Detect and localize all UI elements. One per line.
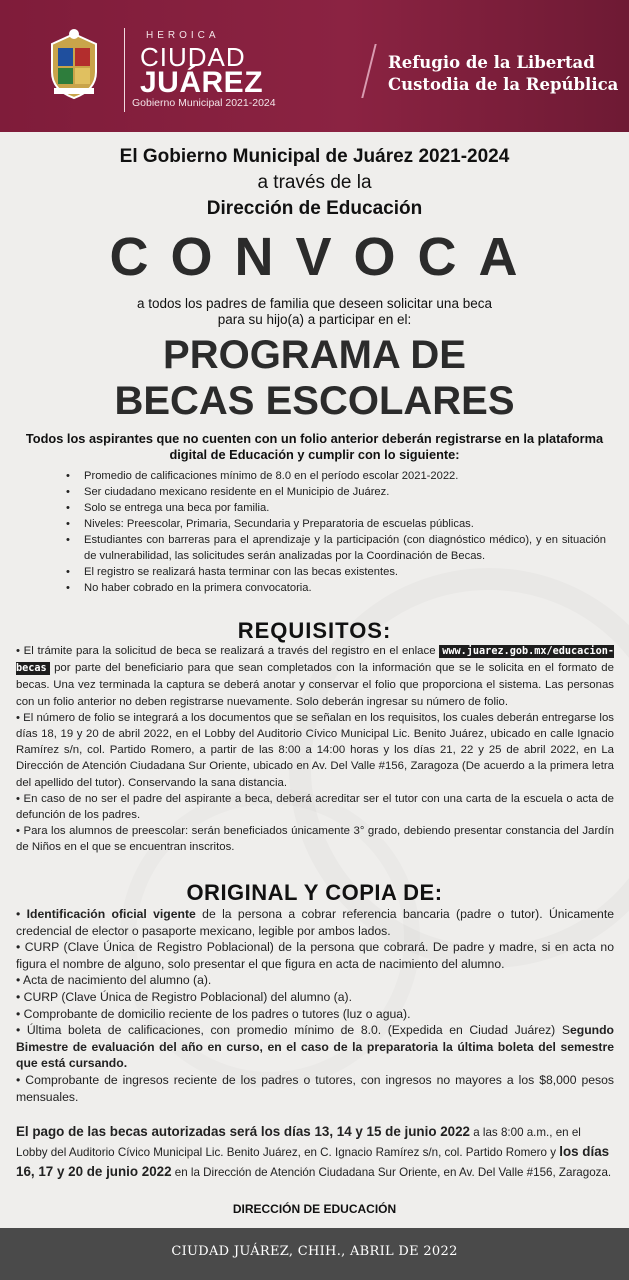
original-item-6-a: • Última boleta de calificaciones, con promedio mínimo de 8.0. (Expedida en Ciudad Juárez) S (16, 1023, 570, 1038)
list-item: • Ser ciudadano mexicano residente en el Municipio de Juárez. (66, 484, 606, 500)
signature-direccion: DIRECCIÓN DE EDUCACIÓN (232, 1202, 397, 1216)
original-item-4: • CURP (Clave Única de Registro Poblacional) del alumno (a). (16, 989, 352, 1004)
coat-of-arms-logo (44, 28, 104, 102)
heroica-text: HEROICA (146, 30, 220, 41)
requisitos-p1-b: por parte del beneficiario para que sean completados con la información que se le solicita en el formato de becas. Una vez terminada la captura se deberá anotar y conservar el folio que proporciona el sistema. Las personas con un folio anterior no deben registrarse nuevamente. Solo deberán ingresar su número de folio. (16, 662, 614, 708)
payment-text-1: a las 8:00 a.m., en el Lobby del Auditorio Cívico Municipal Lic. Benito Juárez, en C. Ignacio Ramírez s/n, col. Partido Romero y (16, 1126, 581, 1159)
juarez-text: JUÁREZ (140, 66, 264, 99)
list-item: • Promedio de calificaciones mínimo de 8.0 en el período escolar 2021-2022. (66, 468, 606, 484)
original-item-6 (16, 1022, 614, 1072)
requisitos-paragraph-1 (16, 643, 614, 710)
header-motto (388, 52, 618, 96)
original-item-1: • Identificación oficial vigente de la persona a cobrar referencia bancaria (padre o tutor). Únicamente credencial de elector o pasaporte mexicano, legible por ambos lados. (16, 907, 615, 938)
motto-line-1: Refugio de la Libertad (388, 53, 595, 72)
eligibility-list (66, 468, 606, 596)
heading-convoca: CONVOCA (109, 227, 540, 287)
list-item: • Niveles: Preescolar, Primaria, Secundaria y Preparatoria de escuelas públicas. (66, 516, 606, 532)
announcement-body (0, 132, 629, 1228)
payment-text-2: en la Dirección de Atención Ciudadana Sur Oriente, en Av. Del Valle #156, Zaragoza. (171, 1166, 612, 1179)
heading-direccion: Dirección de Educación (206, 198, 423, 219)
list-item: • El registro se realizará hasta terminar con las becas existentes. (66, 564, 606, 580)
original-item-2: • CURP (Clave Única de Registro Poblacional) de la persona que cobrará. De padre y madre, si en acta no figura el nombre de alguno, solo presentar el que figura en acta de nacimiento del alumno. (16, 940, 614, 971)
original-item-1-bold: Identificación oficial vigente (26, 907, 196, 921)
program-title-line-2: BECAS ESCOLARES (114, 379, 515, 423)
list-item: • Solo se entrega una beca por familia. (66, 500, 606, 516)
list-item: • Estudiantes con barreras para el aprendizaje y la participación (con diagnóstico médico), y en situación de vulnerabilidad, las solicitudes serán analizadas por la Coordinación de Becas. (66, 532, 606, 564)
heading-original-copia: ORIGINAL Y COPIA DE: (186, 880, 443, 905)
header-banner (0, 0, 629, 132)
requisitos-p1-a: • El trámite para la solicitud de beca se realizará a través del registro en el enlace (16, 645, 436, 657)
list-item: • No haber cobrado en la primera convocatoria. (66, 580, 606, 596)
becas-link[interactable]: www.juarez.gob.mx/educacion-becas (16, 646, 614, 675)
payment-dates-1: El pago de las becas autorizadas será los días 13, 14 y 15 de junio 2022 (16, 1124, 471, 1139)
invitation-line-2: para su hijo(a) a participar en el: (217, 312, 412, 327)
payment-text (16, 1122, 614, 1182)
invitation-text (0, 296, 629, 328)
original-item-7: • Comprobante de ingresos reciente de los padres o tutores, con ingresos no mayores a los $8,000 pesos mensuales. (16, 1072, 614, 1104)
payment-dates-2: los días 16, 17 y 20 de junio 2022 (16, 1144, 610, 1179)
heading-requisitos: REQUISITOS: (237, 618, 392, 643)
footer-bar (0, 1228, 629, 1280)
program-title (0, 332, 629, 424)
original-copia-text (16, 906, 614, 1105)
original-item-6-bold: egundo Bimestre de evaluación del año en curso, en el caso de la preparatoria la última boleta del semestre que está cursando. (16, 1023, 614, 1071)
header-divider (124, 28, 125, 112)
original-item-3: • Acta de nacimiento del alumno (a). (16, 973, 212, 988)
ciudad-text: CIUDAD (140, 42, 246, 72)
requisitos-paragraph-3: • En caso de no ser el padre del aspirante a beca, deberá acreditar ser el tutor con una carta de la escuela o acta de defunción de los padres. (16, 792, 614, 822)
requisitos-paragraph-4: • Para los alumnos de preescolar: serán beneficiados únicamente 3° grado, debiendo presentar constancia del Jardín de Niños en el que se encuentran inscritos. (16, 825, 614, 854)
program-title-line-1: PROGRAMA DE (163, 333, 466, 377)
original-item-1-rest: de la persona a cobrar referencia bancaria (padre o tutor). Únicamente credencial de elector o pasaporte mexicano, legible por ambos lados. (16, 907, 615, 938)
footer-place-date: CIUDAD JUÁREZ, CHIH., ABRIL DE 2022 (171, 1244, 458, 1259)
header-slash (361, 44, 376, 98)
gobierno-municipal-text: Gobierno Municipal 2021-2024 (132, 97, 276, 109)
heading-traves: a través de la (257, 172, 372, 193)
requisitos-paragraph-2: • El número de folio se integrará a los documentos que se señalan en los requisitos, los cuales deberán entregarse los días 18, 19 y 20 de abril 2022, en el Lobby del Auditorio Cívico Municipal Lic. Benito Juárez, ubicado en calle Ignacio Ramírez s/n, col. Partido Romero, a partir de las 8:00 a 14:00 horas y los días 21, 22 y 25 de abril 2022, en La Dirección de Atención Ciudadana Sur Oriente, ubicado en Av. Del Valle #156, Zaragoza (De acuerdo a la primera letra del apellido del tutor). Conservando la sana distancia. (16, 711, 614, 789)
heading-gobierno: El Gobierno Municipal de Juárez 2021-2024 (119, 146, 510, 167)
original-item-5: • Comprobante de domicilio reciente de los padres o tutores (luz o agua). (16, 1006, 411, 1021)
requisitos-text (16, 643, 614, 856)
motto-line-2: Custodia de la República (388, 75, 619, 94)
invitation-line-1: a todos los padres de familia que deseen solicitar una beca (137, 296, 492, 311)
intro-text: Todos los aspirantes que no cuenten con un folio anterior deberán registrarse en la plataforma digital de Educación y cumplir con lo siguiente: (25, 431, 604, 462)
